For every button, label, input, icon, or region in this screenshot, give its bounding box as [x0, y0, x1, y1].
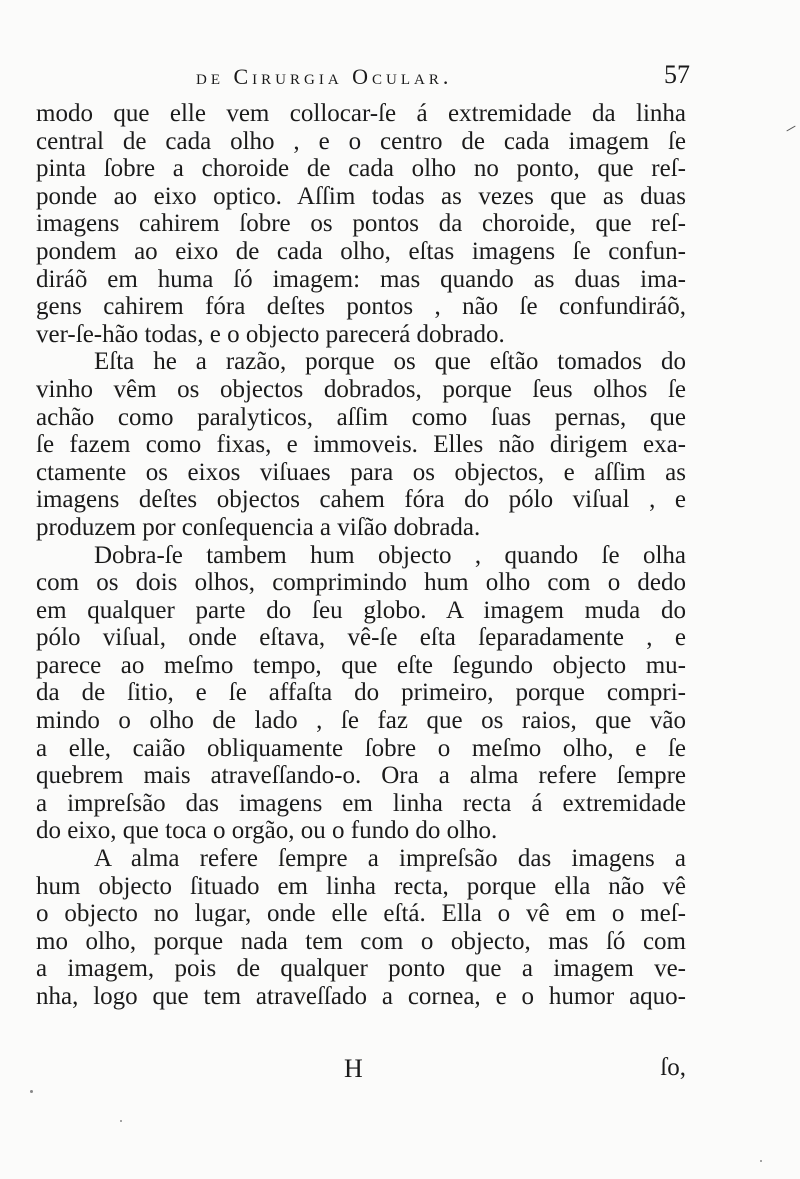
text-line: pólo viſual, onde eſtava, vê-ſe eſta ſeparadamente , e: [36, 624, 686, 652]
text-line: com os dois olhos, comprimindo hum olho com o dedo: [36, 569, 686, 597]
text-line: mindo o olho de lado , ſe faz que os raios, que vão: [36, 707, 686, 735]
paper-speck: [120, 1120, 122, 1122]
text-line: pinta ſobre a choroide de cada olho no ponto, que reſ-: [36, 155, 686, 183]
paper-speck: [760, 1160, 762, 1162]
text-line: imagens cahirem ſobre os pontos da choroide, que reſ-: [36, 210, 686, 238]
text-line: diráõ em huma ſó imagem: mas quando as duas ima-: [36, 265, 686, 293]
running-head-title: de Cirurgia Ocular.: [196, 64, 453, 89]
text-line: Dobra-ſe tambem hum objecto , quando ſe olha: [94, 541, 686, 569]
text-line: da de ſitio, e ſe affaſta do primeiro, porque compri-: [36, 679, 686, 707]
text-line: a imagem, pois de qualquer ponto que a imagem ve-: [36, 955, 686, 983]
text-line: ver-ſe-hão todas, e o objecto parecerá dobrado.: [36, 320, 505, 348]
text-line: achão como paralyticos, aſſim como ſuas pernas, que: [36, 403, 686, 431]
body-text: [36, 100, 686, 1011]
text-line: modo que elle vem collocar-ſe á extremidade da linha: [36, 100, 686, 127]
text-line: a impreſsão das imagens em linha recta á extremidade: [36, 789, 686, 817]
text-line: A alma refere ſempre a impreſsão das imagens a: [94, 845, 686, 873]
margin-mark: [786, 126, 795, 132]
text-line: gens cahirem fóra deſtes pontos , não ſe confundiráõ,: [36, 293, 686, 321]
signature-mark: H: [344, 1054, 363, 1083]
text-line: mo olho, porque nada tem com o objecto, mas ſó com: [36, 927, 686, 955]
text-line: nha, logo que tem atraveſſado a cornea, e o humor aquo-: [36, 983, 686, 1010]
text-line: a elle, caião obliquamente ſobre o meſmo olho, e ſe: [36, 734, 686, 762]
text-line: imagens deſtes objectos cahem fóra do pólo viſual , e: [36, 486, 686, 514]
page-number: 57: [664, 60, 690, 89]
text-line: quebrem mais atraveſſando-o. Ora a alma refere ſempre: [36, 762, 686, 790]
text-line: do eixo, que toca o orgão, ou o fundo do olho.: [36, 817, 498, 845]
text-line: parece ao meſmo tempo, que eſte ſegundo objecto mu-: [36, 651, 686, 679]
text-line: ponde ao eixo optico. Aſſim todas as vezes que as duas: [36, 182, 686, 210]
text-line: ctamente os eixos viſuaes para os objectos, e aſſim as: [36, 458, 686, 486]
text-line: central de cada olho , e o centro de cada imagem ſe: [36, 127, 686, 155]
text-line: produzem por conſequencia a viſão dobrada.: [36, 513, 481, 541]
text-line: ſe fazem como fixas, e immoveis. Elles não dirigem exa-: [36, 431, 686, 459]
text-line: hum objecto ſituado em linha recta, porque ella não vê: [36, 872, 686, 900]
text-line: o objecto no lugar, onde elle eſtá. Ella o vê em o meſ-: [36, 900, 686, 928]
paper-speck: [30, 1090, 33, 1093]
catchword: ſo,: [660, 1054, 686, 1081]
text-line: pondem ao eixo de cada olho, eſtas imagens ſe confun-: [36, 237, 686, 265]
running-head: [196, 60, 690, 100]
text-line: Eſta he a razão, porque os que eſtão tomados do: [94, 348, 686, 376]
text-line: vinho vêm os objectos dobrados, porque ſeus olhos ſe: [36, 375, 686, 403]
text-line: em qualquer parte do ſeu globo. A imagem muda do: [36, 596, 686, 624]
